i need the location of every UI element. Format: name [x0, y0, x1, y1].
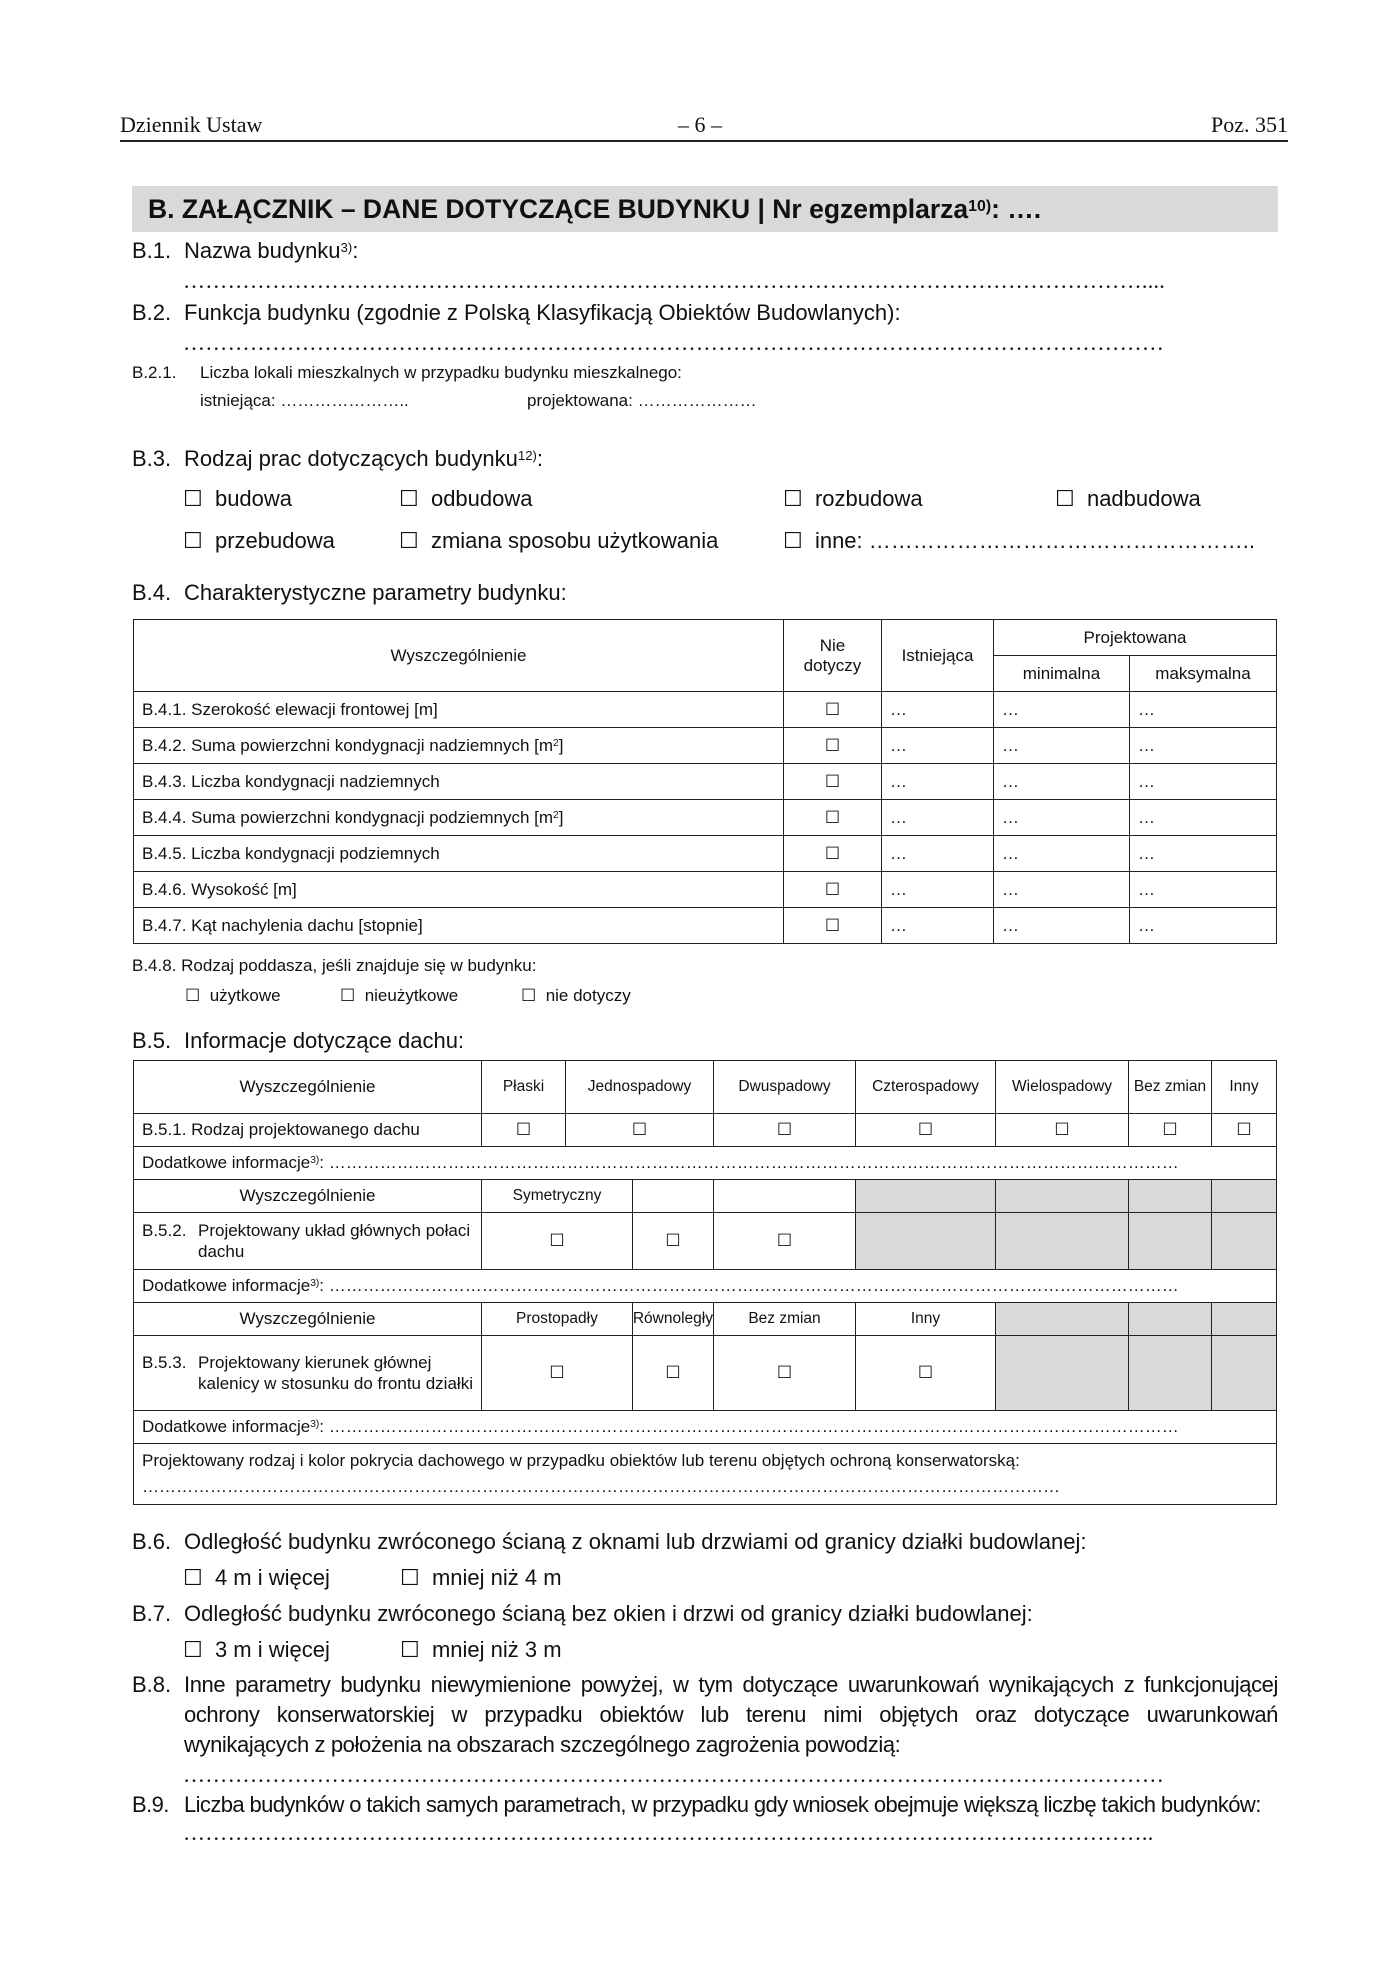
b7-option-3m-plus[interactable]: ☐ 3 m i więcej [183, 1637, 330, 1662]
b4-min-field[interactable]: … [994, 800, 1130, 836]
b4-max-field[interactable]: … [1130, 908, 1277, 944]
roof-type-checkbox[interactable]: ☐ [482, 1114, 566, 1147]
b52-header-cells [482, 1180, 714, 1213]
table-row [134, 692, 1277, 728]
table-row [134, 1147, 1277, 1180]
b4-row-label: B.4.7. Kąt nachylenia dachu [stopnie] [134, 908, 784, 944]
b53-header-cells [482, 1303, 714, 1336]
header-rule [120, 140, 1288, 142]
b4-min-field[interactable]: … [994, 728, 1130, 764]
roof-type-checkbox[interactable]: ☐ [566, 1114, 714, 1147]
table-row [134, 872, 1277, 908]
b4-row-label: B.4.3. Liczba kondygnacji nadziemnych [134, 764, 784, 800]
b4-na-checkbox[interactable]: ☐ [784, 692, 882, 728]
b4-existing-field[interactable]: … [882, 764, 994, 800]
b4-na-checkbox[interactable]: ☐ [784, 836, 882, 872]
direction-option-header: Prostopadły [482, 1303, 633, 1335]
b48-option-uzytkowe[interactable]: ☐ użytkowe [185, 986, 281, 1005]
b4-min-field[interactable]: … [994, 764, 1130, 800]
layout-option-header: Symetryczny [482, 1180, 633, 1212]
grey-cell [1129, 1180, 1212, 1213]
page-number: – 6 – [678, 112, 722, 137]
b4-row-label: B.4.1. Szerokość elewacji frontowej [m] [134, 692, 784, 728]
table-row [134, 1213, 1277, 1270]
roof-type-header: Czterospadowy [856, 1061, 996, 1114]
b4-na-checkbox[interactable]: ☐ [784, 800, 882, 836]
b7-question: B.7. Odległość budynku zwróconego ścianą bez okien i drzwi od granicy działki budowlanej: [132, 1601, 1033, 1626]
b4-max-field[interactable]: … [1130, 800, 1277, 836]
b4-min-field[interactable]: … [994, 872, 1130, 908]
layout-checkbox[interactable]: ☐ [714, 1213, 856, 1270]
b3-option-zmiana[interactable]: ☐ zmiana sposobu użytkowania [399, 528, 719, 553]
b8-question: B.8. Inne parametry budynku niewymienione powyżej, w tym dotyczące uwarunkowań wynikających z funkcjonującej ochrony konserwatorskiej w przypadku obiektów lub terenu nimi objętych oraz dotyczące uwarunkowań wynikających z położenia na obszarach szczególnego zagrożenia powodzią: [132, 1672, 1278, 1757]
b4-parameters-table [133, 619, 1277, 944]
b4-header-spec: Wyszczególnienie [134, 620, 784, 692]
b3-option-budowa[interactable]: ☐ budowa [183, 486, 293, 511]
b48-question: B.4.8. Rodzaj poddasza, jeśli znajduje się w budynku: [132, 956, 537, 975]
b52-checkbox-group [482, 1213, 714, 1270]
table-row [134, 1303, 1277, 1336]
grey-cell [1212, 1303, 1277, 1336]
b4-existing-field[interactable]: … [882, 836, 994, 872]
roof-type-header: Płaski [482, 1061, 566, 1114]
b53-header-spec: Wyszczególnienie [134, 1303, 482, 1336]
direction-option-header: Inny [856, 1303, 996, 1336]
b53-checkbox-group [482, 1336, 714, 1411]
layout-checkbox[interactable]: ☐ [665, 1231, 681, 1250]
layout-spacer [633, 1180, 713, 1212]
b21-designed-field[interactable]: projektowana: ………………… [527, 391, 757, 410]
section-title: B. ZAŁĄCZNIK – DANE DOTYCZĄCE BUDYNKU | Nr egzemplarza$^{10)}$: …. [132, 186, 1278, 232]
roof-type-checkbox[interactable]: ☐ [714, 1114, 856, 1147]
direction-option-header: Bez zmian [714, 1303, 856, 1336]
journal-name: Dziennik Ustaw [120, 112, 263, 137]
roof-type-header: Inny [1212, 1061, 1277, 1114]
b4-header-existing: Istniejąca [882, 620, 994, 692]
b4-existing-field[interactable]: … [882, 872, 994, 908]
table-row [134, 728, 1277, 764]
layout-checkbox[interactable]: ☐ [482, 1213, 633, 1269]
b9-question: B.9. Liczba budynków o takich samych parametrach, w przypadku gdy wniosek obejmuje większą liczbę takich budynków: [132, 1792, 1261, 1817]
b51-label: B.5.1. Rodzaj projektowanego dachu [134, 1114, 482, 1147]
b4-min-field[interactable]: … [994, 692, 1130, 728]
table-row [134, 1411, 1277, 1444]
table-row [134, 836, 1277, 872]
b6-option-under-4m[interactable]: ☐ mniej niż 4 m [400, 1565, 562, 1590]
table-row [134, 1180, 1277, 1213]
grey-cell [1212, 1213, 1277, 1270]
roof-type-header: Wielospadowy [996, 1061, 1129, 1114]
position-number: Poz. 351 [1211, 112, 1288, 137]
grey-cell [996, 1303, 1129, 1336]
direction-checkbox[interactable]: ☐ [856, 1336, 996, 1411]
b4-max-field[interactable]: … [1130, 836, 1277, 872]
b4-header-designed: Projektowana [994, 620, 1277, 656]
b4-existing-field[interactable]: … [882, 800, 994, 836]
direction-option-header: Równoległy [632, 1310, 713, 1327]
b4-na-checkbox[interactable]: ☐ [784, 764, 882, 800]
grey-cell [996, 1213, 1129, 1270]
b48-option-nieuzytkowe[interactable]: ☐ nieużytkowe [340, 986, 459, 1005]
b4-row-label: B.4.4. Suma powierzchni kondygnacji podziemnych $[m^2]$ [134, 800, 784, 836]
b3-option-rozbudowa[interactable]: ☐ rozbudowa [783, 486, 923, 511]
b4-max-field[interactable]: … [1130, 764, 1277, 800]
grey-cell [856, 1213, 996, 1270]
b9-answer-field[interactable]: ………………………………………………………………………………………………………………….. [183, 1820, 1154, 1845]
b1-answer-field[interactable]: ………………………………………………………………………………………………………………….... [183, 268, 1166, 293]
b4-na-checkbox[interactable]: ☐ [784, 728, 882, 764]
roof-type-checkbox[interactable]: ☐ [856, 1114, 996, 1147]
b7-option-under-3m[interactable]: ☐ mniej niż 3 m [400, 1637, 562, 1662]
table-row [134, 764, 1277, 800]
b51-extra-info-field[interactable]: Dodatkowe informacje$^{3)}$: …………………………………………………………………………………………………………………………………… [134, 1147, 1277, 1180]
b4-header-na: Nie dotyczy [784, 620, 882, 692]
b8-answer-field[interactable]: …………………………………………………………………………………………………………………… [183, 1762, 1165, 1787]
b4-row-label: B.4.2. Suma powierzchni kondygnacji nadziemnych $[m^2]$ [134, 728, 784, 764]
table-row [134, 800, 1277, 836]
b4-row-label: B.4.6. Wysokość [m] [134, 872, 784, 908]
b4-na-checkbox[interactable]: ☐ [784, 872, 882, 908]
b21-question: B.2.1. Liczba lokali mieszkalnych w przypadku budynku mieszkalnego: [132, 363, 682, 382]
b4-existing-field[interactable]: … [882, 728, 994, 764]
b21-existing-field[interactable]: istniejąca: ………………….. [200, 391, 409, 410]
b2-answer-field[interactable]: …………………………………………………………………………………………………………………… [183, 330, 1165, 355]
roof-type-header: Dwuspadowy [714, 1061, 856, 1114]
table-row [134, 1270, 1277, 1303]
grey-cell [1129, 1213, 1212, 1270]
b4-existing-field[interactable]: … [882, 692, 994, 728]
b3-question: B.3. Rodzaj prac dotyczących budynku$^{12)}$: [132, 446, 544, 471]
b4-min-field[interactable]: … [994, 908, 1130, 944]
grey-cell [856, 1180, 996, 1213]
b53-label: B.5.3. Projektowany kierunek głównej kalenicy w stosunku do frontu działki [134, 1336, 482, 1411]
b4-max-field[interactable]: … [1130, 728, 1277, 764]
b3-option-odbudowa[interactable]: ☐ odbudowa [399, 486, 533, 511]
b3-option-inne[interactable]: ☐ inne: …………………………………………….. [783, 528, 1255, 553]
roof-type-checkbox[interactable]: ☐ [996, 1114, 1129, 1147]
b53-extra-info-field[interactable]: Dodatkowe informacje$^{3)}$: …………………………………………………………………………………………………………………………………… [134, 1411, 1277, 1444]
b4-max-field[interactable]: … [1130, 872, 1277, 908]
roof-type-checkbox[interactable]: ☐ [1129, 1114, 1212, 1147]
b4-existing-field[interactable]: … [882, 908, 994, 944]
b4-na-checkbox[interactable]: ☐ [784, 908, 882, 944]
table-row [134, 1444, 1277, 1505]
b52-header-spec: Wyszczególnienie [134, 1180, 482, 1213]
direction-checkbox[interactable]: ☐ [714, 1336, 856, 1411]
b4-question: B.4. Charakterystyczne parametry budynku: [132, 580, 567, 605]
b6-question: B.6. Odległość budynku zwróconego ścianą z oknami lub drzwiami od granicy działki budowlanej: [132, 1529, 1087, 1554]
grey-cell [1212, 1180, 1277, 1213]
grey-cell [996, 1180, 1129, 1213]
table-row [134, 908, 1277, 944]
b52-label: B.5.2. Projektowany układ głównych połaci dachu [134, 1213, 482, 1270]
grey-cell [1129, 1336, 1212, 1411]
layout-option-header [714, 1180, 856, 1213]
b4-header-min: minimalna [994, 656, 1130, 692]
b4-header-max: maksymalna [1130, 656, 1277, 692]
b4-row-label: B.4.5. Liczba kondygnacji podziemnych [134, 836, 784, 872]
b5-roof-table [133, 1060, 1277, 1505]
b2-question: B.2. Funkcja budynku (zgodnie z Polską Klasyfikacją Obiektów Budowlanych): [132, 300, 901, 325]
table-row [134, 1114, 1277, 1147]
b52-extra-info-field[interactable]: Dodatkowe informacje$^{3)}$: …………………………………………………………………………………………………………………………………… [134, 1270, 1277, 1303]
grey-cell [1129, 1303, 1212, 1336]
grey-cell [1212, 1336, 1277, 1411]
roof-type-header: Bez zmian [1129, 1061, 1212, 1114]
b1-question: B.1. Nazwa budynku$^{3)}$: [132, 238, 359, 263]
b5-header-spec: Wyszczególnienie [134, 1061, 482, 1114]
b3-option-przebudowa[interactable]: ☐ przebudowa [183, 528, 335, 553]
b4-min-field[interactable]: … [994, 836, 1130, 872]
b48-option-nie-dotyczy[interactable]: ☐ nie dotyczy [521, 986, 631, 1005]
grey-cell [996, 1336, 1129, 1411]
b5-covering-field[interactable]: Projektowany rodzaj i kolor pokrycia dachowego w przypadku obiektów lub terenu objętych ochroną konserwatorską: ……………………………………………………………………………………………………………………………………………… [134, 1444, 1277, 1505]
table-row [134, 1336, 1277, 1411]
direction-checkbox[interactable]: ☐ [482, 1336, 633, 1410]
roof-type-checkbox[interactable]: ☐ [1212, 1114, 1277, 1147]
direction-checkbox[interactable]: ☐ [665, 1363, 681, 1382]
b5-question: B.5. Informacje dotyczące dachu: [132, 1028, 465, 1053]
b4-max-field[interactable]: … [1130, 692, 1277, 728]
b3-option-nadbudowa[interactable]: ☐ nadbudowa [1055, 486, 1201, 511]
b6-option-4m-plus[interactable]: ☐ 4 m i więcej [183, 1565, 330, 1590]
roof-type-header: Jednospadowy [566, 1061, 714, 1114]
